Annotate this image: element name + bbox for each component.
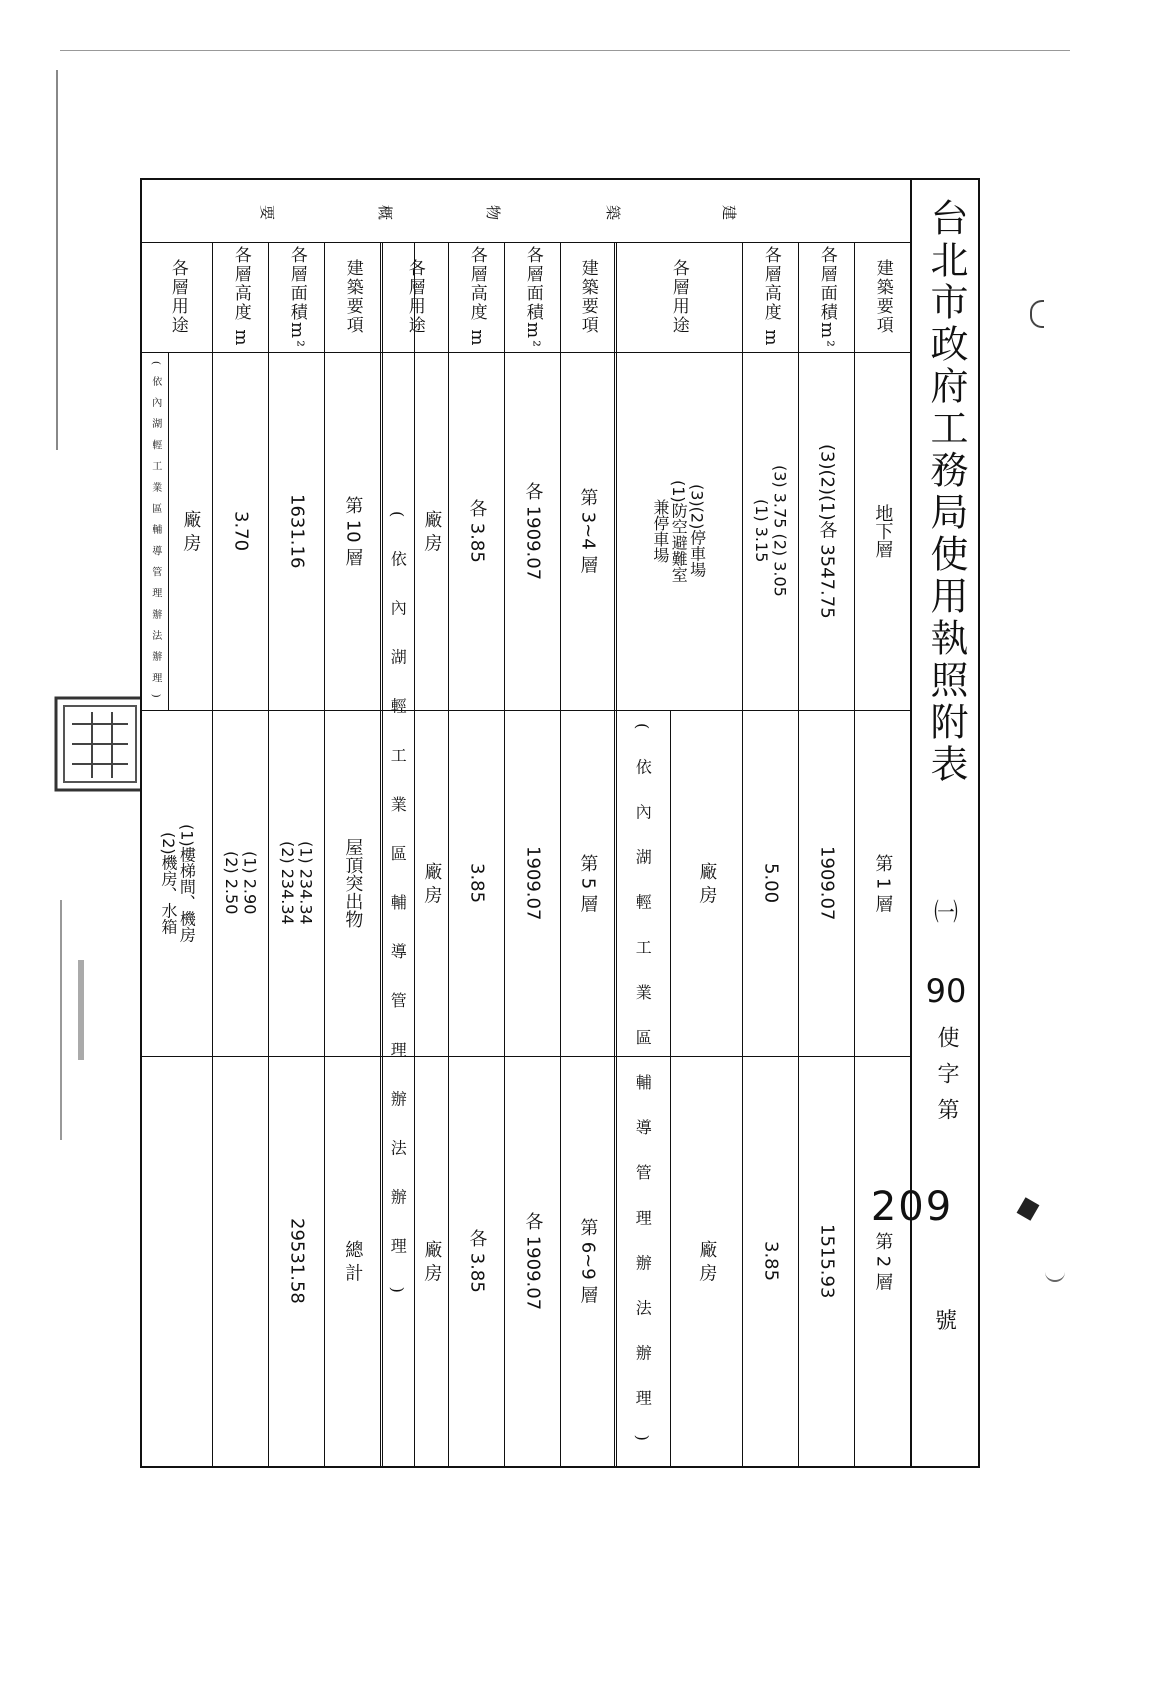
b2-note: ( 依 內 湖 輕 工 業 區 輔 導 管 理 辦 法 辦 理 ) xyxy=(388,511,408,1307)
b2-col-floor6-9: 第 6~9 層 xyxy=(577,1218,599,1304)
b1-use-floor1: 廠 房 xyxy=(696,862,718,904)
b2-area-floor5: 1909.07 xyxy=(522,845,544,921)
side-label-4: 概 xyxy=(376,204,395,221)
b1-use-basement-line3: 兼停車場 xyxy=(650,499,670,563)
b2-label-use: 各層用途 xyxy=(404,259,425,335)
side-label-5: 要 xyxy=(258,204,277,221)
side-label-1: 建 xyxy=(720,204,739,221)
side-label-2: 築 xyxy=(604,204,623,221)
b1-col-floor1: 第 1 層 xyxy=(872,853,894,913)
official-stamp xyxy=(52,694,148,794)
b3-label-item: 建築要項 xyxy=(342,259,363,335)
b2-area-floor6-9: 各 1909.07 xyxy=(522,1211,544,1311)
b1-col-floor2: 第 2 層 xyxy=(872,1231,894,1291)
b3-height-rooftop-1: (1) 2.90 xyxy=(240,851,260,915)
b3-col-floor10: 第 10 層 xyxy=(342,495,364,567)
permit-hao: 號 xyxy=(934,1309,957,1334)
b2-area-floor3-4: 各 1909.07 xyxy=(522,481,544,581)
b3-use-rooftop-1: (1)樓梯間、機房 xyxy=(177,823,197,943)
permit-year: 90 xyxy=(925,972,967,1010)
b3-col-total: 總 計 xyxy=(342,1240,364,1282)
b1-use-floor2: 廠 房 xyxy=(696,1240,718,1282)
b3-area-floor10: 1631.16 xyxy=(286,493,308,569)
b3-height-rooftop-2: (2) 2.50 xyxy=(222,851,241,915)
b1-area-basement: (3)(2)(1)各 3547.75 xyxy=(816,443,838,619)
page-title: 台北市政府工務局使用執照附表 xyxy=(924,198,968,786)
b1-height-basement-line2: (1) 3.15 xyxy=(752,499,771,563)
b2-label-height: 各層高度 m xyxy=(466,246,487,348)
form-frame xyxy=(140,178,980,1468)
b1-label-height: 各層高度 m xyxy=(760,246,781,348)
b3-use-rooftop-2: (2)機房、水箱 xyxy=(159,831,178,935)
b1-use-basement-line2: (1)防空避難室 xyxy=(669,479,689,583)
side-label-3: 物 xyxy=(484,204,503,221)
b3-area-total: 29531.58 xyxy=(286,1218,308,1304)
b2-label-item: 建築要項 xyxy=(577,259,598,335)
b1-col-basement: 地下層 xyxy=(872,504,894,558)
b1-use-basement-line1: (3)(2)停車場 xyxy=(687,484,707,578)
b2-label-area: 各層面積m² xyxy=(522,245,543,349)
b3-area-rooftop-1: (1) 234.34 xyxy=(296,841,316,925)
form-paren-number: ㈠ xyxy=(934,898,958,926)
b3-height-rooftop xyxy=(212,710,268,1056)
b1-note: ( 依 內 湖 輕 工 業 區 輔 導 管 理 辦 法 辦 理 ) xyxy=(633,723,653,1453)
b3-area-rooftop-2: (2) 234.34 xyxy=(278,841,297,925)
b3-label-area: 各層面積m² xyxy=(286,245,307,349)
b2-use-floor6-9: 廠 房 xyxy=(421,1240,443,1282)
b2-height-floor6-9: 各 3.85 xyxy=(466,1229,488,1293)
b1-height-basement-line1: (3) 3.75 (2) 3.05 xyxy=(770,465,790,597)
b3-height-floor10: 3.70 xyxy=(230,510,252,552)
b3-use-floor10: 廠 房 xyxy=(180,510,202,552)
b1-height-basement xyxy=(742,352,798,710)
b3-label-height: 各層高度 m xyxy=(230,246,251,348)
b1-area-floor1: 1909.07 xyxy=(816,845,838,921)
b1-area-floor2: 1515.93 xyxy=(816,1223,838,1299)
b3-col-rooftop: 屋頂突出物 xyxy=(342,838,364,928)
b2-col-floor5: 第 5 層 xyxy=(577,853,599,913)
b3-use-rooftop xyxy=(142,710,212,1056)
b2-col-floor3-4: 第 3~4 層 xyxy=(577,488,599,574)
b3-note: ( 依 內 湖 輕 工 業 區 輔 導 管 理 辦 法 辦 理 ) xyxy=(149,360,161,702)
permit-number: 209 xyxy=(870,1184,954,1230)
b1-label-use: 各層用途 xyxy=(668,259,689,335)
b1-use-basement xyxy=(614,352,742,710)
b1-label-area: 各層面積m² xyxy=(816,245,837,349)
b2-use-floor3-4: 廠 房 xyxy=(421,510,443,552)
b3-area-rooftop xyxy=(268,710,324,1056)
b1-height-floor1: 5.00 xyxy=(760,862,782,904)
b1-height-floor2: 3.85 xyxy=(760,1240,782,1282)
b2-height-floor5: 3.85 xyxy=(466,862,488,904)
permit-use-word: 使字第 xyxy=(934,1026,959,1134)
b1-label-item: 建築要項 xyxy=(872,259,893,335)
b2-use-floor5: 廠 房 xyxy=(421,862,443,904)
b3-label-use: 各層用途 xyxy=(167,259,188,335)
b2-height-floor3-4: 各 3.85 xyxy=(466,499,488,563)
